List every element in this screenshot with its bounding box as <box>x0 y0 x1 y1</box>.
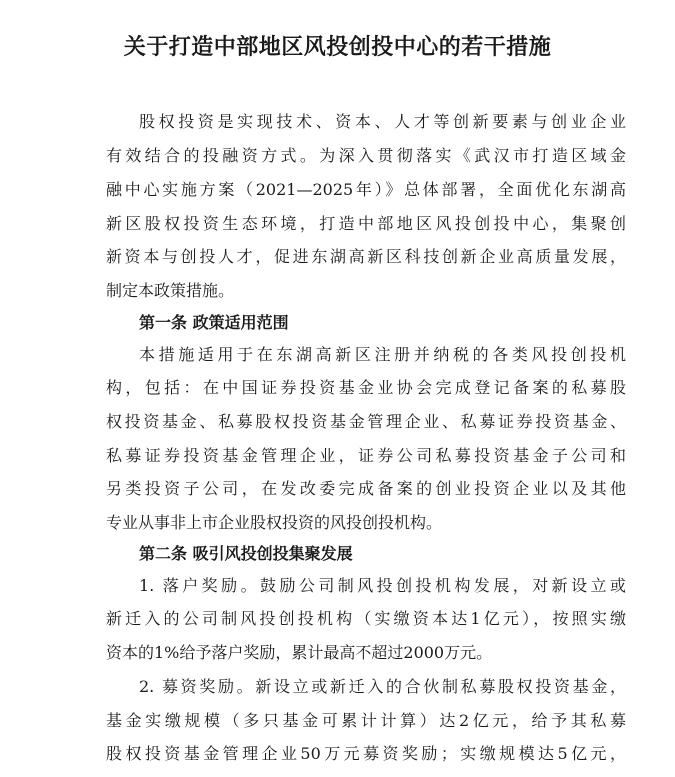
article-1-line: 构，包括：在中国证券投资基金业协会完成登记备案的私募股 <box>106 378 626 397</box>
article-1-line: 权投资基金、私募股权投资基金管理企业、私募证券投资基金、 <box>106 412 626 431</box>
article-2-item-2-line: 2. 募资奖励。新设立或新迁入的合伙制私募股权投资基金， <box>139 677 626 696</box>
article-2-item-1-line: 资本的1%给予落户奖励，累计最高不超过2000万元。 <box>106 643 493 662</box>
article-1-line: 私募证券投资基金管理企业，证券公司私募投资基金子公司和 <box>106 446 626 465</box>
document-title: 关于打造中部地区风投创投中心的若干措施 <box>123 34 552 60</box>
intro-line: 制定本政策措施。 <box>106 281 235 300</box>
article-2-item-2-line: 股权投资基金管理企业50万元募资奖励；实缴规模达5亿元， <box>106 744 626 763</box>
article-1-line: 本措施适用于在东湖高新区注册并纳税的各类风投创投机 <box>139 345 626 364</box>
intro-line: 股权投资是实现技术、资本、人才等创新要素与创业企业 <box>139 112 626 131</box>
intro-line: 新资本与创投人才，促进东湖高新区科技创新企业高质量发展， <box>106 247 626 266</box>
article-1-line: 另类投资子公司，在发改委完成备案的创业投资企业以及其他 <box>106 479 626 498</box>
article-2-item-2-line: 基金实缴规模（多只基金可累计计算）达2亿元，给予其私募 <box>106 711 626 730</box>
article-1-heading: 第一条 政策适用范围 <box>139 313 289 332</box>
intro-line: 有效结合的投融资方式。为深入贯彻落实《武汉市打造区域金 <box>106 146 626 165</box>
article-2-heading: 第二条 吸引风投创投集聚发展 <box>139 544 353 563</box>
article-2-item-1-line: 新迁入的公司制风投创投机构（实缴资本达1亿元），按照实缴 <box>106 609 626 628</box>
intro-line: 融中心实施方案（2021—2025年）》总体部署，全面优化东湖高 <box>106 180 626 199</box>
article-1-line: 专业从事非上市企业股权投资的风投创投机构。 <box>106 513 443 532</box>
intro-line: 新区股权投资生态环境，打造中部地区风投创投中心，集聚创 <box>106 214 626 233</box>
article-2-item-1-line: 1. 落户奖励。鼓励公司制风投创投机构发展，对新设立或 <box>139 576 626 595</box>
